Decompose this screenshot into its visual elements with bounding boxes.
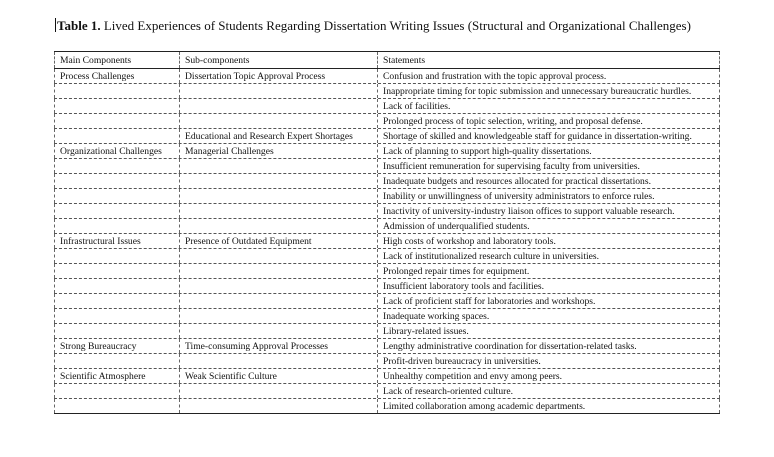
table-row: [54, 384, 720, 399]
cell-sub-component: [180, 99, 378, 113]
cell-statement: Confusion and frustration with the topic approval process.: [378, 69, 720, 83]
cell-main-component: [54, 174, 180, 188]
cell-sub-component: [180, 279, 378, 293]
cell-main-component: [54, 159, 180, 173]
table-row: [54, 279, 720, 294]
cell-statement: Admission of underqualified students.: [378, 219, 720, 233]
cell-sub-component: Presence of Outdated Equipment: [180, 234, 378, 248]
table-row: [54, 324, 720, 339]
cell-statement: Lack of facilities.: [378, 99, 720, 113]
table-row: [54, 84, 720, 99]
table-row: [54, 249, 720, 264]
table-row: [54, 294, 720, 309]
cell-statement: Inadequate working spaces.: [378, 309, 720, 323]
cell-statement: High costs of workshop and laboratory tools.: [378, 234, 720, 248]
table-row: [54, 129, 720, 144]
cell-sub-component: Educational and Research Expert Shortages: [180, 129, 378, 143]
cell-main-component: Infrastructural Issues: [54, 234, 180, 248]
caption-text: Lived Experiences of Students Regarding Dissertation Writing Issues (Structural and Organizational Challenges): [100, 18, 691, 33]
cell-statement: Library-related issues.: [378, 324, 720, 338]
cell-sub-component: [180, 219, 378, 233]
cell-main-component: [54, 264, 180, 278]
cell-main-component: [54, 189, 180, 203]
cell-main-component: Strong Bureaucracy: [54, 339, 180, 353]
cell-statement: Inadequate budgets and resources allocated for practical dissertations.: [378, 174, 720, 188]
cell-statement: Inactivity of university-industry liaison offices to support valuable research.: [378, 204, 720, 218]
cell-sub-component: [180, 294, 378, 308]
cell-main-component: Organizational Challenges: [54, 144, 180, 158]
table-row: [54, 69, 720, 84]
cell-sub-component: [180, 354, 378, 368]
cell-main-component: [54, 129, 180, 143]
text-cursor: [55, 18, 56, 32]
table-row: [54, 354, 720, 369]
cell-statement: Insufficient laboratory tools and facilities.: [378, 279, 720, 293]
cell-main-component: [54, 249, 180, 263]
cell-sub-component: Time-consuming Approval Processes: [180, 339, 378, 353]
cell-main-component: [54, 99, 180, 113]
cell-statement: Inability or unwillingness of university administrators to enforce rules.: [378, 189, 720, 203]
cell-sub-component: [180, 399, 378, 413]
cell-sub-component: [180, 249, 378, 263]
table-row: [54, 309, 720, 324]
cell-sub-component: [180, 264, 378, 278]
cell-sub-component: [180, 384, 378, 398]
cell-statement: Lack of planning to support high-quality dissertations.: [378, 144, 720, 158]
cell-sub-component: Managerial Challenges: [180, 144, 378, 158]
cell-sub-component: [180, 189, 378, 203]
cell-sub-component: [180, 324, 378, 338]
cell-main-component: [54, 309, 180, 323]
cell-statement: Shortage of skilled and knowledgeable staff for guidance in dissertation-writing.: [378, 129, 720, 143]
table-row: [54, 369, 720, 384]
table-row: [54, 264, 720, 279]
cell-statement: Lack of proficient staff for laboratories and workshops.: [378, 294, 720, 308]
table-row: [54, 189, 720, 204]
table-caption: [55, 18, 691, 34]
cell-statement: Inappropriate timing for topic submission and unnecessary bureaucratic hurdles.: [378, 84, 720, 98]
cell-sub-component: [180, 159, 378, 173]
table-row: [54, 99, 720, 114]
cell-main-component: [54, 84, 180, 98]
table-row: [54, 219, 720, 234]
cell-main-component: [54, 219, 180, 233]
cell-statement: Limited collaboration among academic departments.: [378, 399, 720, 413]
cell-sub-component: [180, 204, 378, 218]
cell-sub-component: [180, 84, 378, 98]
cell-main-component: [54, 384, 180, 398]
table-header-row: [54, 52, 720, 69]
cell-sub-component: [180, 174, 378, 188]
cell-main-component: [54, 324, 180, 338]
caption-label: Table 1.: [57, 18, 101, 33]
header-sub-components: Sub-components: [180, 52, 378, 68]
cell-main-component: [54, 279, 180, 293]
cell-sub-component: [180, 309, 378, 323]
cell-statement: Unhealthy competition and envy among peers.: [378, 369, 720, 383]
cell-sub-component: Dissertation Topic Approval Process: [180, 69, 378, 83]
cell-statement: Lack of research-oriented culture.: [378, 384, 720, 398]
cell-statement: Prolonged process of topic selection, writing, and proposal defense.: [378, 114, 720, 128]
header-statements: Statements: [378, 52, 720, 68]
cell-sub-component: [180, 114, 378, 128]
table-row: [54, 114, 720, 129]
cell-statement: Lengthy administrative coordination for dissertation-related tasks.: [378, 339, 720, 353]
table-row: [54, 204, 720, 219]
cell-statement: Prolonged repair times for equipment.: [378, 264, 720, 278]
cell-main-component: [54, 204, 180, 218]
experiences-table: [54, 51, 720, 414]
table-body: [54, 69, 720, 414]
cell-statement: Lack of institutionalized research culture in universities.: [378, 249, 720, 263]
cell-statement: Profit-driven bureaucracy in universities.: [378, 354, 720, 368]
cell-main-component: [54, 354, 180, 368]
table-row: [54, 399, 720, 414]
table-row: [54, 144, 720, 159]
table-row: [54, 174, 720, 189]
table-row: [54, 339, 720, 354]
table-row: [54, 159, 720, 174]
cell-main-component: [54, 294, 180, 308]
cell-main-component: [54, 399, 180, 413]
cell-statement: Insufficient remuneration for supervising faculty from universities.: [378, 159, 720, 173]
cell-main-component: Scientific Atmosphere: [54, 369, 180, 383]
cell-sub-component: Weak Scientific Culture: [180, 369, 378, 383]
table-row: [54, 234, 720, 249]
cell-main-component: Process Challenges: [54, 69, 180, 83]
header-main-components: Main Components: [54, 52, 180, 68]
cell-main-component: [54, 114, 180, 128]
